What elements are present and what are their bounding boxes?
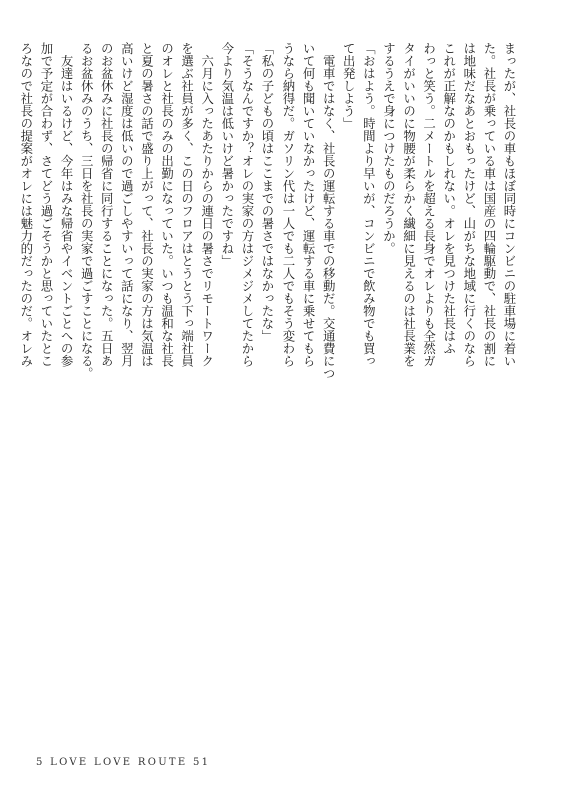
text-column-right: [17, 42, 277, 722]
text-line: のお盆休みに社長の帰省に同行することになった。五日あ: [99, 42, 115, 367]
text-line: 電車ではなく、社長の運転する車での移動だ。交通費につ: [321, 42, 337, 380]
text-line: 「私の子どもの頃はここまでの暑さではなかったな」: [260, 42, 275, 342]
text-line: のオレと社長のみの出勤になっていた。いつも温和な社長: [159, 42, 175, 367]
text-line: いて何も聞いていなかったけど、運転する車に乗せてもら: [301, 42, 317, 367]
text-line: 加で予定が合わず、さてどう過ごそうかと思っていたとこ: [38, 42, 54, 367]
text-line: 六月に入ったあたりからの連日の暑さでリモートワーク: [199, 42, 215, 367]
text-line: 「そうなんですか？オレの実家の方はジメジメしてたから: [239, 42, 255, 367]
text-line: るお盆休みのうち、三日を社長の実家で過ごすことになる。: [79, 42, 95, 380]
text-line: ろなので社長の提案がオレには魅力的だったのだ。オレみ: [18, 42, 34, 367]
text-column-left: [279, 42, 519, 722]
text-line: と夏の暑さの話で盛り上がって、社長の実家の方は気温は: [139, 42, 155, 367]
text-line: タイがいいのに物腰が柔らかく繊細に見えるのは社長業を: [401, 42, 417, 367]
text-line: まったが、社長の車もほぼ同時にコンビニの駐車場に着い: [502, 42, 517, 367]
text-line: わっと笑う。二メートルを超える長身でオレよりも全然ガ: [421, 42, 437, 367]
page-folio: 5 LOVE LOVE ROUTE 51: [36, 757, 211, 768]
text-line: うなら納得だ。ガソリン代は一人でも二人でもそう変わら: [280, 42, 296, 367]
text-line: するうえで身につけたものだろうか。: [381, 42, 397, 255]
text-line: て出発しよう」: [341, 42, 357, 130]
text-line: 今より気温は低いけど暑かったですね」: [219, 42, 235, 267]
text-line: 高いけど湿度は低いので過ごしやすいって話になり、翌月: [119, 42, 135, 367]
text-line: これが正解なのかもしれない。オレを見つけた社長はふ: [441, 42, 457, 355]
text-line: 「おはよう。時間より早いが、コンビニで飲み物でも買っ: [361, 42, 377, 367]
text-line: を選ぶ社員が多く、この日のフロアはとうとう下っ端社員: [179, 42, 195, 367]
text-line: は地味だなあとおもったけど、山がちな地域に行くのなら: [461, 42, 477, 367]
text-line: た。社長が乗っている車は国産の四輪駆動で、社長の割に: [481, 42, 497, 367]
text-line: 友達はいるけど、今年はみな帰省やイベントごとへの参: [59, 42, 75, 367]
